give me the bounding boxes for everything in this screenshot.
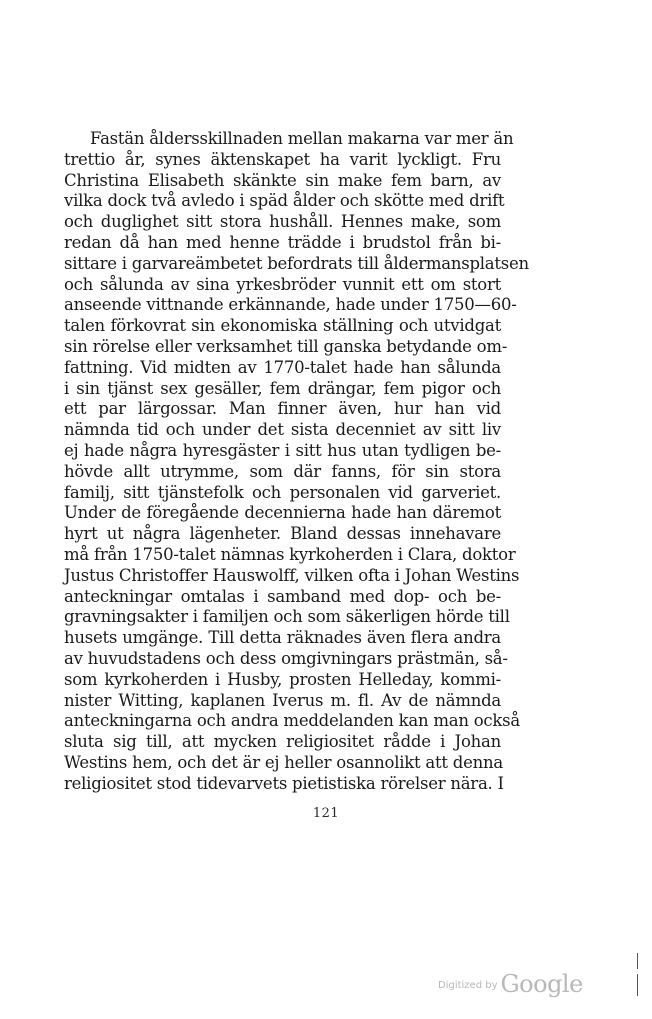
watermark-brand: Google bbox=[500, 970, 583, 998]
scan-edge-mark bbox=[637, 974, 638, 996]
text-line: husets umgänge. Till detta räknades även flera andra bbox=[64, 628, 501, 648]
text-line: ett par lärgossar. Man finner även, hur han vid bbox=[64, 399, 501, 419]
text-line: redan då han med henne trädde i brudstol från bi- bbox=[64, 232, 501, 252]
text-line: anseende vittnande erkännande, hade under 1750—60- bbox=[64, 295, 517, 315]
text-line: talen förkovrat sin ekonomiska ställning och utvidgat bbox=[64, 316, 501, 336]
text-line: hövde allt utrymme, som där fanns, för sin stora bbox=[64, 461, 501, 481]
text-line: och sålunda av sina yrkesbröder vunnit ett om stort bbox=[64, 274, 501, 294]
text-line: Under de föregående decennierna hade han däremot bbox=[64, 503, 501, 523]
text-line: Christina Elisabeth skänkte sin make fem barn, av bbox=[64, 170, 501, 190]
text-line: och duglighet sitt stora hushåll. Hennes make, som bbox=[64, 212, 501, 232]
text-line: nister Witting, kaplanen Iverus m. fl. Av de nämnda bbox=[64, 690, 501, 710]
text-line: trettio år, synes äktenskapet ha varit lyckligt. Fru bbox=[64, 149, 501, 169]
text-line: Fastän åldersskillnaden mellan makarna var mer än bbox=[90, 129, 514, 148]
text-line: fattning. Vid midten av 1770-talet hade han sålunda bbox=[64, 357, 501, 377]
scan-edge-mark bbox=[637, 953, 638, 969]
text-line: anteckningar omtalas i samband med dop- och be- bbox=[64, 586, 501, 606]
text-line: anteckningarna och andra meddelanden kan man också bbox=[64, 711, 520, 731]
text-line: sittare i garvareämbetet befordrats till åldermansplatsen bbox=[64, 253, 529, 273]
text-line: ej hade några hyresgäster i sitt hus utan tydligen be- bbox=[64, 440, 501, 460]
text-line: vilka dock två avledo i späd ålder och skötte med drift bbox=[64, 191, 505, 211]
text-line: hyrt ut några lägenheter. Bland dessas innehavare bbox=[64, 524, 501, 544]
watermark-prefix: Digitized by bbox=[438, 980, 498, 991]
text-line: Justus Christoffer Hauswolff, vilken ofta i Johan Westins bbox=[64, 565, 520, 585]
text-line: av huvudstadens och dess omgivningars prästmän, så- bbox=[64, 648, 508, 668]
text-line: i sin tjänst sex gesäller, fem drängar, fem pigor och bbox=[64, 378, 501, 398]
text-line: sin rörelse eller verksamhet till ganska betydande om- bbox=[64, 336, 508, 356]
digitized-by-watermark bbox=[438, 970, 583, 998]
text-line: familj, sitt tjänstefolk och personalen vid garveriet. bbox=[64, 482, 501, 502]
text-line: sluta sig till, att mycken religiositet rådde i Johan bbox=[64, 732, 501, 752]
text-line: som kyrkoherden i Husby, prosten Helleday, kommi- bbox=[64, 669, 501, 689]
text-line: gravningsakter i familjen och som säkerligen hörde till bbox=[64, 607, 510, 627]
page-number: 121 bbox=[312, 806, 340, 821]
body-text bbox=[64, 129, 529, 795]
text-line: religiositet stod tidevarvets pietistiska rörelser nära. I bbox=[64, 773, 504, 793]
text-line: Westins hem, och det är ej heller osannolikt att denna bbox=[64, 752, 503, 772]
text-line: nämnda tid och under det sista decenniet av sitt liv bbox=[64, 420, 501, 440]
text-line: må från 1750-talet nämnas kyrkoherden i Clara, doktor bbox=[64, 544, 516, 564]
